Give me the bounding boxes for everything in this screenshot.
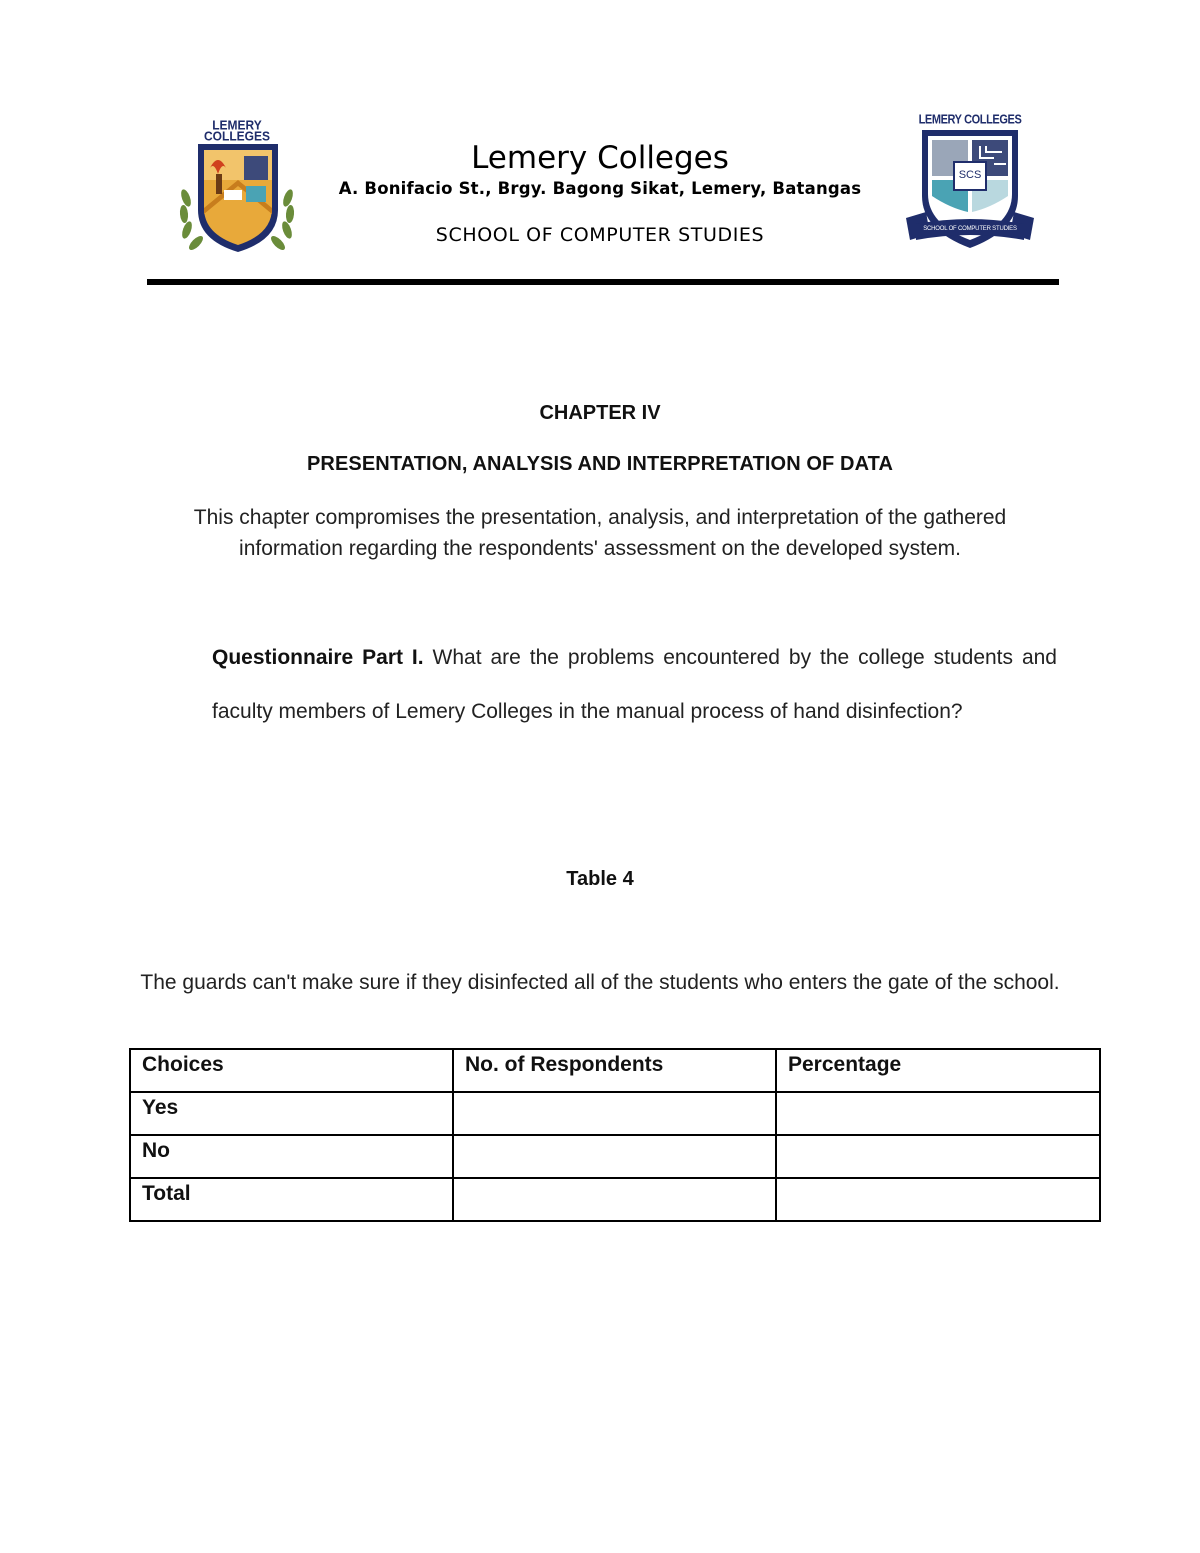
header-choices: Choices [130, 1049, 453, 1092]
header-divider [147, 279, 1059, 285]
institution-address: A. Bonifacio St., Brgy. Bagong Sikat, Lemery, Batangas [338, 179, 862, 198]
table-row [130, 1178, 1100, 1221]
question-text: What are the problems encountered by the college students and faculty members of Lemery Colleges in the manual process of hand disinfection? [212, 646, 1057, 723]
institution-name: Lemery Colleges [471, 140, 729, 176]
respondents-cell [453, 1135, 776, 1178]
choice-cell: No [130, 1135, 453, 1178]
respondents-cell [453, 1178, 776, 1221]
table-row [130, 1092, 1100, 1135]
table-title: Table 4 [566, 868, 634, 890]
logo-text-bottom: COLLEGES [203, 128, 270, 144]
respondents-cell [453, 1092, 776, 1135]
chapter-intro: This chapter compromises the presentation, analysis, and interpretation of the gathered information regarding the respondents' assessment on the developed system. [193, 506, 1007, 560]
logo-ribbon-text: SCHOOL OF COMPUTER STUDIES [923, 226, 1017, 232]
question-label: Questionnaire Part I. [212, 646, 424, 669]
scs-logo [902, 112, 1038, 252]
logo-text-top: LEMERY COLLEGES [918, 112, 1022, 128]
choice-cell: Total [130, 1178, 453, 1221]
table-caption: The guards can't make sure if they disinfected all of the students who enters the gate of the school. [140, 971, 1060, 994]
percentage-cell [776, 1135, 1100, 1178]
choice-cell: Yes [130, 1092, 453, 1135]
table-header-row [130, 1049, 1100, 1092]
percentage-cell [776, 1178, 1100, 1221]
respondents-table [129, 1048, 1101, 1222]
header-percentage: Percentage [776, 1049, 1100, 1092]
logo-center-text: SCS [958, 169, 982, 181]
table-row [130, 1135, 1100, 1178]
chapter-title: PRESENTATION, ANALYSIS AND INTERPRETATION OF DATA [306, 453, 894, 475]
questionnaire-question [212, 631, 1057, 739]
header-respondents: No. of Respondents [453, 1049, 776, 1092]
chapter-number: CHAPTER IV [539, 402, 661, 424]
lemery-colleges-logo [178, 118, 296, 256]
logo-text-top: LEMERY [212, 117, 262, 133]
school-name: SCHOOL OF COMPUTER STUDIES [435, 224, 765, 246]
percentage-cell [776, 1092, 1100, 1135]
